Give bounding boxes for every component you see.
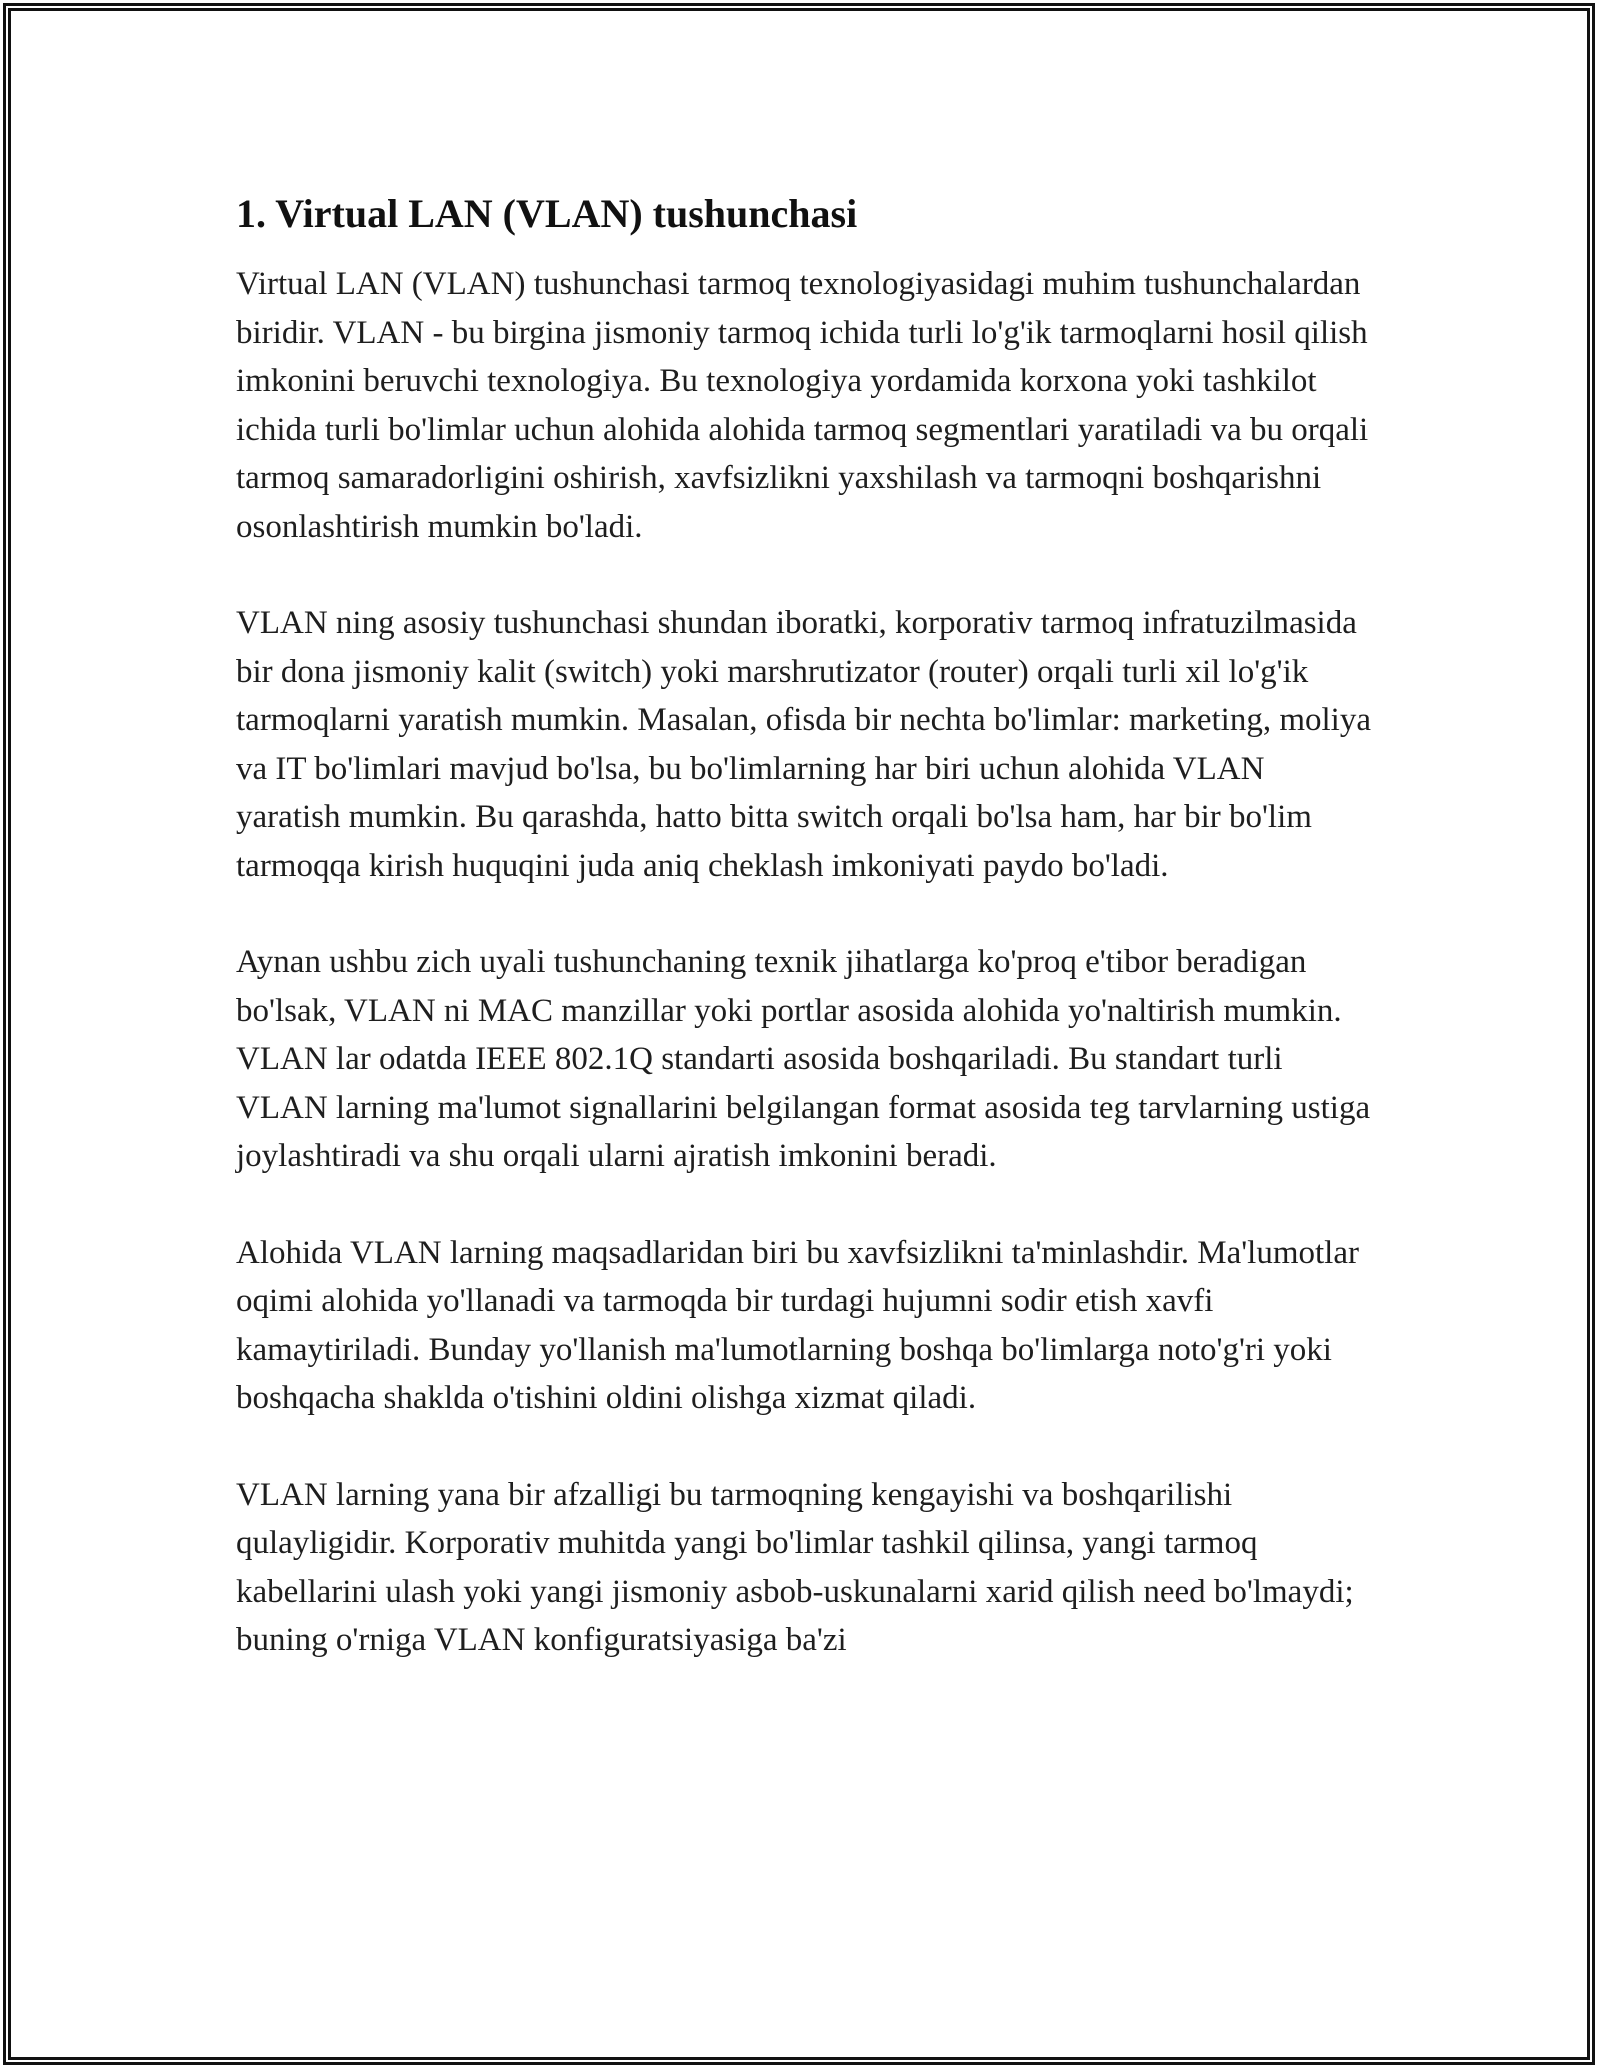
paragraph-vlan-definition: Virtual LAN (VLAN) tushunchasi tarmoq texnologiyasidagi muhim tushunchalardan biridir. VLAN - bu birgina jismoniy tarmoq ichida turli lo'g'ik tarmoqlarni hosil qilish imkonini beruvchi texnologiya. Bu texnologiya yordamida korxona yoki tashkilot ichida turli bo'limlar uchun alohida alohida tarmoq segmentlari yaratiladi va bu orqali tarmoq samaradorligini oshirish, xavfsizlikni yaxshilash va tarmoqni boshqarishni osonlashtirish mumkin bo'ladi. xyxy=(236,266,1369,545)
section-heading: 1. Virtual LAN (VLAN) tushunchasi xyxy=(236,191,858,236)
paragraph-vlan-security: Alohida VLAN larning maqsadlaridan biri bu xavfsizlikni ta'minlashdir. Ma'lumotlar oqimi alohida yo'llanadi va tarmoqda bir turdagi hujumni sodir etish xavfi kamaytiriladi. Bunday yo'llanish ma'lumotlarning boshqa bo'limlarga noto'g'ri yoki boshqacha shaklda o'tishini oldini olishga xizmat qiladi. xyxy=(236,1234,1359,1416)
document-body xyxy=(236,186,1376,1713)
paragraph-vlan-scalability: VLAN larning yana bir afzalligi bu tarmoqning kengayishi va boshqarilishi qulayligidir. Korporativ muhitda yangi bo'limlar tashkil qilinsa, yangi tarmoq kabellarini ulash yoki yangi jismoniy asbob-uskunalarni xarid qilish need bo'lmaydi; buning o'rniga VLAN konfiguratsiyasiga ba'zi xyxy=(236,1476,1354,1658)
paragraph-vlan-concept: VLAN ning asosiy tushunchasi shundan iboratki, korporativ tarmoq infratuzilmasida bir dona jismoniy kalit (switch) yoki marshrutizator (router) orqali turli xil lo'g'ik tarmoqlarni yaratish mumkin. Masalan, ofisda bir nechta bo'limlar: marketing, moliya va IT bo'limlari mavjud bo'lsa, bu bo'limlarning har biri uchun alohida VLAN yaratish mumkin. Bu qarashda, hatto bitta switch orqali bo'lsa ham, har bir bo'lim tarmoqqa kirish huquqini juda aniq cheklash imkoniyati paydo bo'ladi. xyxy=(236,605,1371,884)
paragraph-vlan-technical: Aynan ushbu zich uyali tushunchaning texnik jihatlarga ko'proq e'tibor beradigan bo'lsak, VLAN ni MAC manzillar yoki portlar asosida alohida yo'naltirish mumkin. VLAN lar odatda IEEE 802.1Q standarti asosida boshqariladi. Bu standart turli VLAN larning ma'lumot signallarini belgilangan format asosida teg tarvlarning ustiga joylashtiradi va shu orqali ularni ajratish imkonini beradi. xyxy=(236,944,1371,1174)
